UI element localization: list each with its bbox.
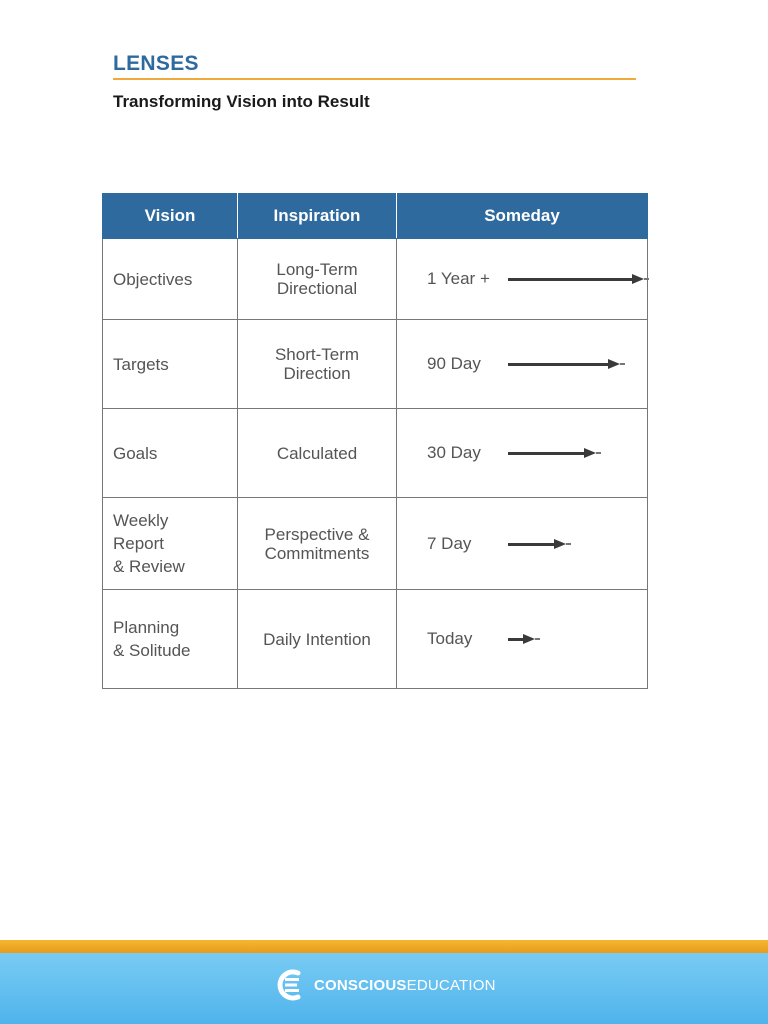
someday-cell	[397, 498, 648, 590]
column-header-someday: Someday	[397, 194, 648, 239]
vision-text: Planning	[113, 618, 180, 637]
table-row	[103, 590, 648, 689]
inspiration-text: Long-Term	[276, 260, 358, 279]
vision-cell	[103, 409, 238, 498]
someday-timeframe: 90 Day	[427, 354, 481, 373]
vision-text: Objectives	[113, 269, 193, 289]
timeframe-arrow-icon	[508, 358, 626, 370]
someday-timeframe: 1 Year +	[427, 269, 490, 288]
someday-cell	[397, 590, 648, 689]
table-body	[103, 239, 648, 689]
logo-wordmark-bold: CONSCIOUS	[314, 976, 407, 994]
vision-text: & Review	[113, 557, 185, 576]
vision-text: Weekly	[113, 511, 169, 530]
table-row	[103, 239, 648, 320]
inspiration-cell	[238, 409, 397, 498]
inspiration-text: Perspective &	[264, 524, 370, 544]
inspiration-text: Calculated	[276, 443, 358, 463]
table-header-row	[103, 194, 648, 239]
logo-e-icon	[276, 967, 306, 1003]
table-row	[103, 409, 648, 498]
inspiration-text: Daily Intention	[263, 629, 371, 649]
vision-text: & Solitude	[113, 641, 191, 660]
logo-wordmark	[314, 977, 496, 994]
vision-cell	[103, 320, 238, 409]
inspiration-cell	[238, 590, 397, 689]
inspiration-text: Direction	[283, 364, 351, 383]
vision-cell	[103, 590, 238, 689]
inspiration-text: Short-Term	[274, 345, 360, 364]
table-row	[103, 320, 648, 409]
someday-timeframe: 30 Day	[427, 443, 481, 462]
page-subtitle: Transforming Vision into Result	[113, 92, 370, 111]
lenses-table	[102, 193, 648, 689]
inspiration-cell	[238, 239, 397, 320]
footer-orange-band	[0, 940, 768, 953]
inspiration-cell	[238, 498, 397, 590]
vision-cell	[103, 239, 238, 320]
someday-cell	[397, 409, 648, 498]
title-underline	[113, 78, 636, 80]
someday-cell	[397, 320, 648, 409]
someday-timeframe: 7 Day	[427, 533, 472, 553]
timeframe-arrow-icon	[508, 633, 541, 645]
vision-cell	[103, 498, 238, 590]
someday-cell	[397, 239, 648, 320]
vision-text: Goals	[113, 443, 158, 463]
someday-timeframe: Today	[427, 629, 473, 648]
page-title: LENSES	[113, 52, 199, 75]
conscious-education-logo	[276, 967, 496, 1003]
inspiration-cell	[238, 320, 397, 409]
timeframe-arrow-icon	[508, 273, 650, 285]
column-header-inspiration: Inspiration	[238, 194, 397, 239]
logo-wordmark-light: EDUCATION	[406, 976, 496, 994]
column-header-vision: Vision	[103, 194, 238, 239]
vision-text: Targets	[113, 354, 169, 374]
inspiration-text: Directional	[276, 279, 358, 298]
timeframe-arrow-icon	[508, 538, 572, 550]
vision-text: Report	[113, 534, 165, 553]
table-row	[103, 498, 648, 590]
timeframe-arrow-icon	[508, 447, 602, 459]
inspiration-text: Commitments	[264, 543, 370, 563]
